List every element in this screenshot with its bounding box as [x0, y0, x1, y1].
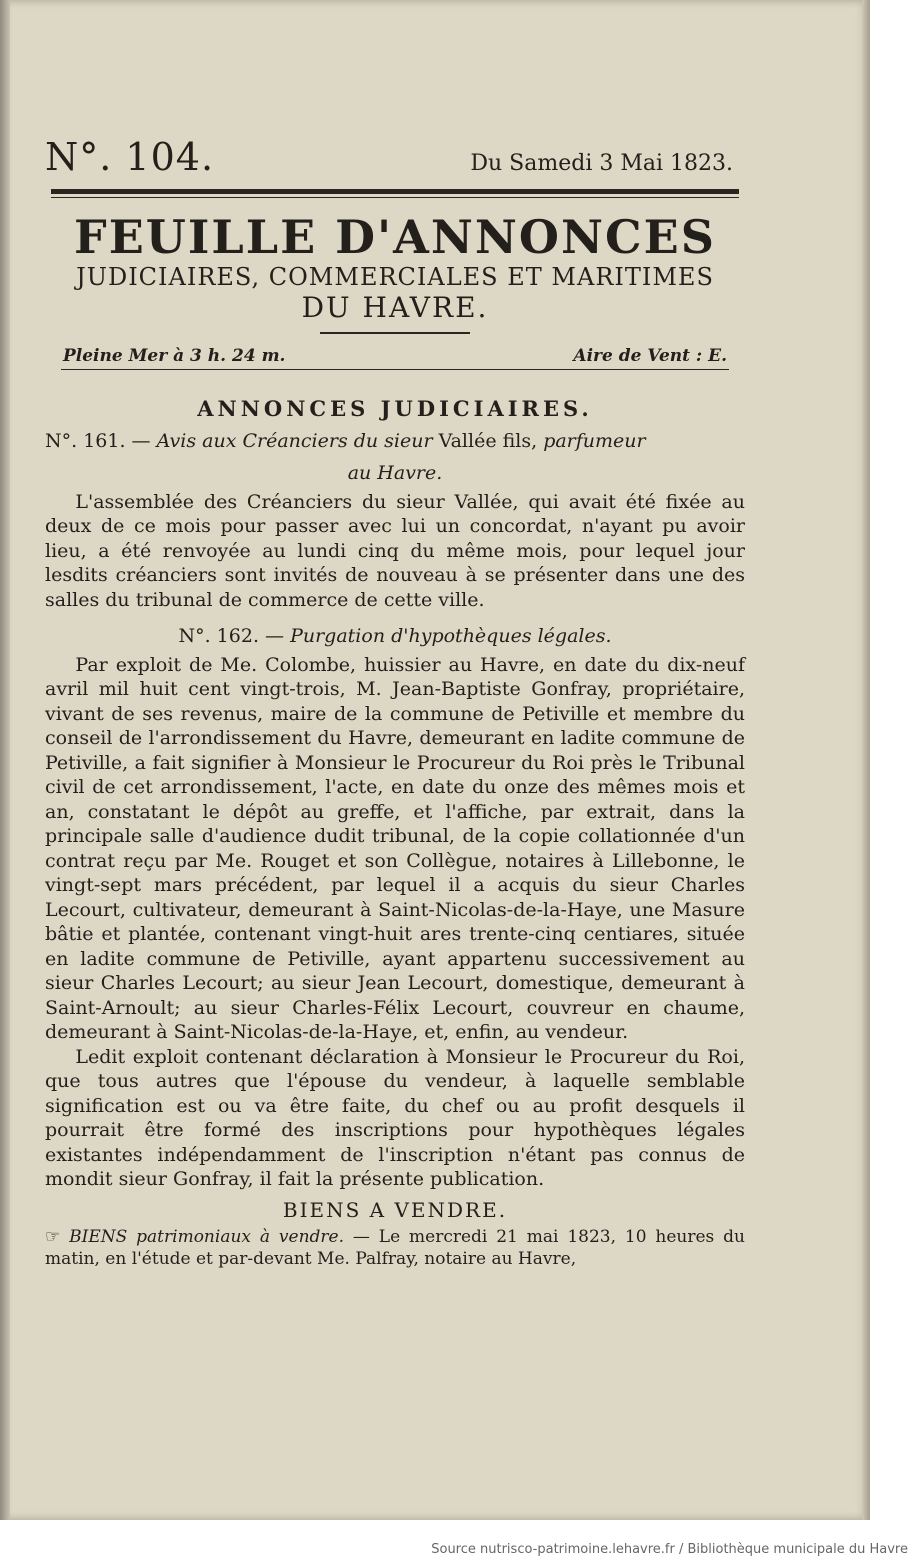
notice-161-head-end: parfumeur — [543, 429, 646, 452]
masthead-subtitle: JUDICIAIRES, COMMERCIALES ET MARITIMES — [76, 263, 714, 291]
section-judiciaires: ANNONCES JUDICIAIRES. — [197, 395, 593, 421]
notice-162-number: N°. 162. — [178, 625, 259, 648]
section-biens: BIENS A VENDRE. — [282, 1197, 508, 1222]
issue-date: Du Samedi 3 Mai 1823. — [470, 151, 733, 176]
notice-161-body: L'assemblée des Créanciers du sieur Vallée, qui avait été fixée au deux de ce mois pour passer avec lui un concordat, n'ayant pu avoir lieu, a été renvoyée au lundi cinq du même mois, pour lequel jour lesdits créanciers sont invités de nouveau à se présenter dans une des salles du tribunal de commerce de cette ville. — [45, 490, 745, 611]
notice-161-heading — [45, 429, 745, 454]
high-tide: Pleine Mer à 3 h. 24 m. — [63, 345, 286, 366]
source-credit: Source nutrisco-patrimoine.lehavre.fr / Bibliothèque municipale du Havre — [431, 1542, 908, 1557]
notice-161-name: Vallée fils, — [432, 429, 544, 452]
tide-info — [45, 346, 745, 366]
header-rule-thin — [51, 197, 739, 198]
notice-162-body-1: Par exploit de Me. Colombe, huissier au Havre, en date du dix-neuf avril mil huit cent vingt-trois, M. Jean-Baptiste Gonfray, propriétaire, vivant de ses revenus, maire de la commune de Petiville et membre du conseil de l'arrondissement du Havre, demeurant en ladite commune de Petiville, a fait signifier à Monsieur le Procureur du Roi près le Tribunal civil de cet arrondissement, l'acte, en date du onze des mêmes mois et an, constatant le dépôt au greffe, et l'affiche, par extrait, dans la principale salle d'audience dudit tribunal, de la copie collationnée d'un contrat reçu par Me. Rouget et son Collègue, notaires à Lillebonne, le vingt-sept mars précédent, par lequel il a acquis du sieur Charles Lecourt, cultivateur, demeurant à Saint-Nicolas-de-la-Haye, une Masure bâtie et plantée, contenant vingt-huit ares trente-cinq centiares, située en ladite commune de Petiville, ayant appartenu successivement au sieur Charles Lecourt; au sieur Jean Lecourt, domestique, demeurant à Saint-Arnoult; au sieur Charles-Félix Lecourt, couvreur en chaume, demeurant à Saint-Nicolas-de-la-Haye, et, enfin, au vendeur. — [45, 653, 745, 1044]
biens-notice — [45, 1226, 745, 1270]
issue-number: N°. 104. — [45, 135, 215, 179]
header-rule — [51, 189, 739, 194]
biens-head-italic: BIENS patrimoniaux à vendre. — [69, 1226, 344, 1247]
page-content — [45, 135, 745, 1270]
notice-161-number: N°. 161. — [45, 429, 126, 452]
notice-161-subheading: au Havre. — [347, 462, 443, 485]
notice-162-heading — [45, 624, 745, 649]
issue-header — [45, 135, 745, 179]
page-binding — [0, 0, 10, 1520]
notice-161-head-italic: Avis aux Créanciers du sieur — [156, 429, 433, 452]
tide-rule — [61, 369, 729, 370]
wind-direction: Aire de Vent : E. — [573, 345, 727, 366]
notice-162-head-italic: Purgation d'hypothèques légales. — [290, 625, 612, 648]
notice-162-dash: — — [258, 625, 291, 648]
biens-body: — Le mercredi 21 mai 1823, 10 heures du matin, en l'étude et par-devant Me. Palfray, notaire au Havre, — [45, 1226, 745, 1269]
notice-162-body-2: Ledit exploit contenant déclaration à Monsieur le Procureur du Roi, que tous autres que l'épouse du vendeur, à laquelle semblable signification est ou va être faite, du chef ou au profit desquels il pourrait être formé des inscriptions pour hypothèques légales existantes indépendamment de l'inscription n'étant pas connus de mondit sieur Gonfray, il fait la présente publication. — [45, 1045, 745, 1191]
pointing-hand-icon: ☞ — [45, 1226, 61, 1247]
page-edge — [862, 0, 870, 1520]
notice-161-dash: — — [125, 429, 157, 452]
masthead-rule — [320, 332, 470, 334]
masthead-title: FEUILLE D'ANNONCES — [74, 210, 716, 264]
masthead-city: DU HAVRE. — [301, 290, 489, 324]
